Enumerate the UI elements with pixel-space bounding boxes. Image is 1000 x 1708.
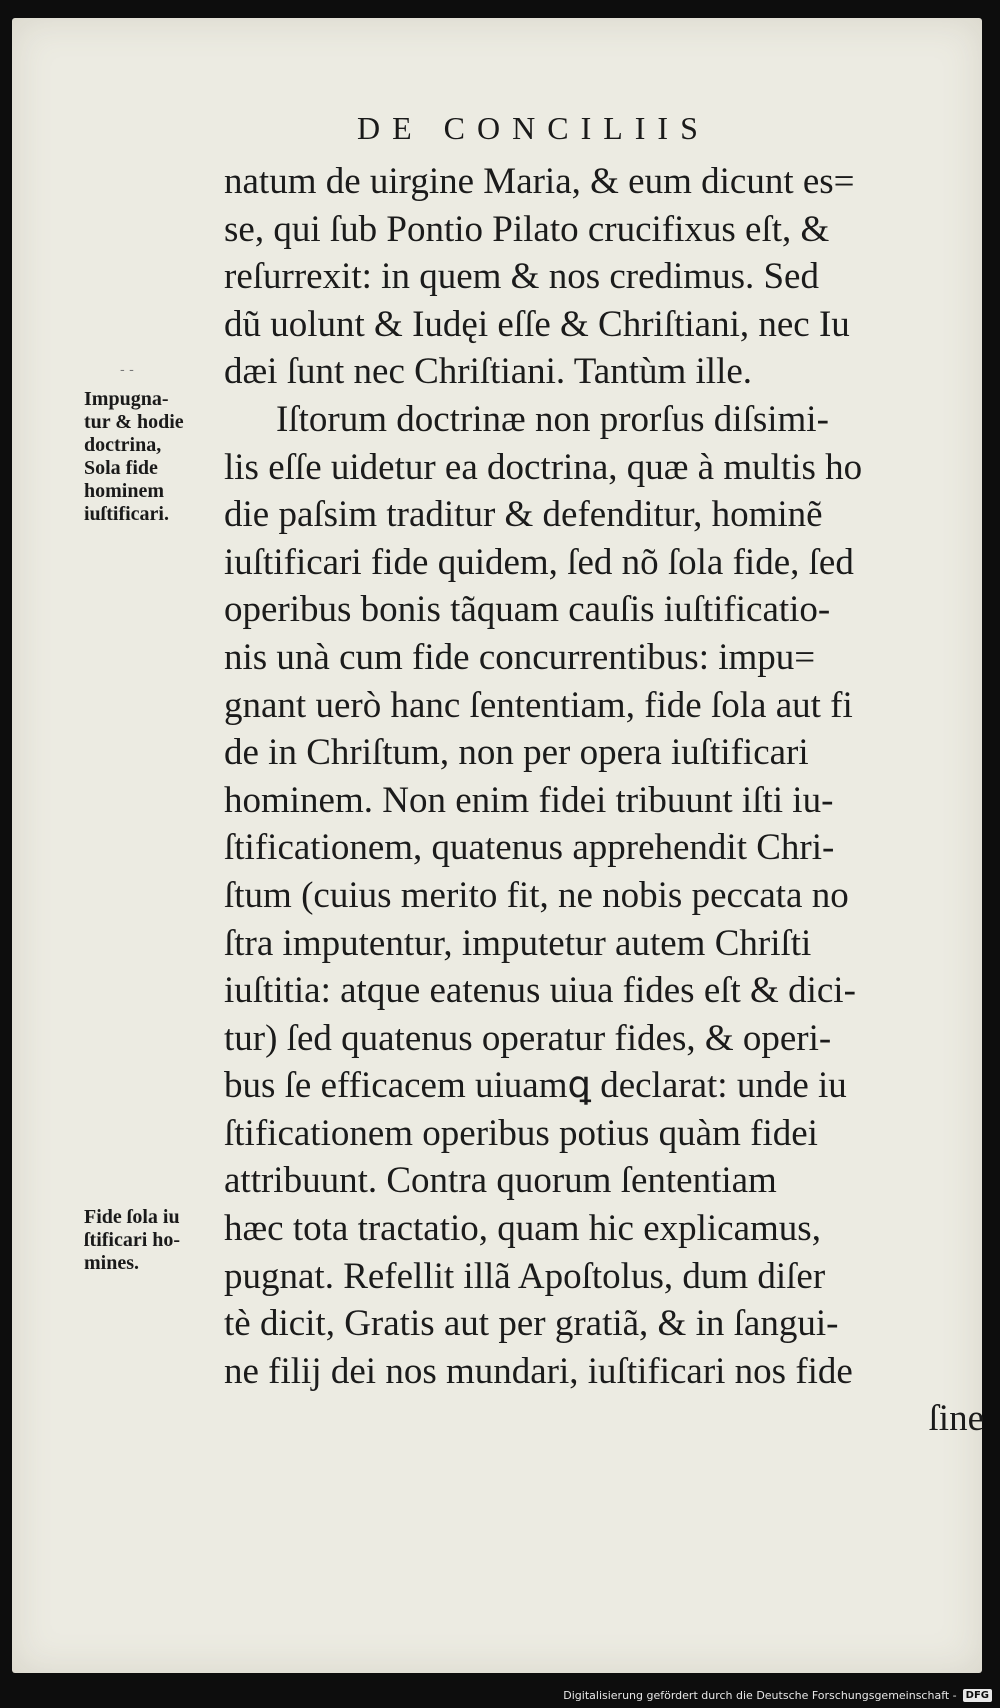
- line-text: reſurrexit: in quem & nos credimus. Sed: [224, 256, 819, 298]
- line-text: bus ſe efficacem uiuamꝗ declarat: unde iu: [224, 1065, 847, 1107]
- margin-note-fide-sola: [84, 1206, 226, 1275]
- text-line: [224, 1300, 984, 1348]
- line-text: tè dicit, Gratis aut per gratiã, & in ſangui-: [224, 1303, 839, 1345]
- running-head: DE CONCILIIS: [357, 110, 710, 146]
- line-text: ne filij dei nos mundari, iuſtificari nos fide: [224, 1350, 853, 1392]
- text-line: [224, 824, 984, 872]
- line-text: ſtificationem operibus potius quàm fidei: [224, 1112, 818, 1154]
- line-text: ſtificationem, quatenus apprehendit Chri-: [224, 827, 835, 869]
- margin-note-line: doctrina,: [84, 434, 162, 456]
- digitization-footer: [563, 1689, 992, 1702]
- text-line: [224, 1253, 984, 1301]
- line-text: natum de uirgine Maria, & eum dicunt es=: [224, 161, 855, 202]
- text-line: [224, 586, 984, 634]
- text-line: [224, 777, 984, 825]
- text-line: [224, 1110, 984, 1158]
- line-text: lis eſſe uidetur ea doctrina, quæ à multis ho: [224, 446, 863, 488]
- text-line: [224, 1348, 984, 1396]
- text-line: [224, 1015, 984, 1063]
- line-text: pugnat. Refellit illã Apoſtolus, dum diſer: [224, 1255, 826, 1297]
- catchword-line: [224, 1395, 984, 1443]
- margin-note-line: mines.: [84, 1252, 139, 1274]
- line-text: die paſsim traditur & defenditur, hominẽ: [224, 494, 823, 536]
- line-text: ſtra imputentur, imputetur autem Chriſti: [224, 922, 812, 964]
- text-line: [224, 729, 984, 777]
- margin-note-impugnatur: [84, 388, 226, 526]
- dfg-logo-icon: DFG: [963, 1689, 992, 1702]
- text-line: [224, 1205, 984, 1253]
- text-line: [224, 348, 984, 396]
- text-line: [224, 158, 984, 206]
- text-line: [224, 1062, 984, 1110]
- margin-note-line: tur & hodie: [84, 411, 184, 433]
- text-line: [224, 920, 984, 968]
- line-text: tur) ſed quatenus operatur fides, & operi-: [224, 1017, 832, 1059]
- line-text: dũ uolunt & Iudęi eſſe & Chriſtiani, nec Iu: [224, 303, 850, 345]
- line-text: de in Chriſtum, non per opera iuſtificari: [224, 732, 809, 774]
- text-line: [224, 444, 984, 492]
- book-page: [12, 18, 982, 1673]
- line-text: dæi ſunt nec Chriſtiani. Tantùm ille.: [224, 351, 753, 393]
- line-text: hominem. Non enim fidei tribuunt iſti iu-: [224, 779, 834, 821]
- text-line: [224, 206, 984, 254]
- margin-note-line: Sola fide: [84, 457, 158, 479]
- line-text: nis unà cum fide concurrentibus: impu=: [224, 636, 816, 678]
- text-line: [224, 682, 984, 730]
- text-line: [224, 301, 984, 349]
- line-text: operibus bonis tãquam cauſis iuſtificatio-: [224, 589, 831, 631]
- margin-note-line: ſtificari ho-: [84, 1229, 181, 1251]
- text-line: [224, 491, 984, 539]
- catchword: ſine: [928, 1398, 984, 1440]
- stray-mark: - -: [120, 362, 134, 378]
- margin-note-line: iuſtificari.: [84, 503, 169, 525]
- text-line: [224, 967, 984, 1015]
- text-line: [224, 634, 984, 682]
- line-text: attribuunt. Contra quorum ſententiam: [224, 1160, 777, 1202]
- line-text: ſtum (cuius merito fit, ne nobis peccata no: [224, 874, 849, 916]
- line-text: Iſtorum doctrinæ non prorſus diſsimi-: [276, 398, 829, 440]
- text-line: [224, 1157, 984, 1205]
- text-line: [224, 253, 984, 301]
- body-text: [224, 158, 984, 1443]
- margin-note-line: hominem: [84, 480, 164, 502]
- line-text: gnant uerò hanc ſententiam, fide ſola aut fi: [224, 684, 853, 726]
- line-text: iuſtificari fide quidem, ſed nõ ſola fide, ſed: [224, 541, 854, 583]
- text-line: [224, 539, 984, 587]
- margin-note-line: Impugna-: [84, 388, 169, 410]
- footer-text: Digitalisierung gefördert durch die Deutsche Forschungsgemeinschaft -: [563, 1689, 957, 1702]
- line-text: iuſtitia: atque eatenus uiua fides eſt & dici-: [224, 970, 856, 1012]
- line-text: hæc tota tractatio, quam hic explicamus,: [224, 1208, 821, 1250]
- margin-note-line: Fide ſola iu: [84, 1206, 180, 1228]
- line-text: se, qui ſub Pontio Pilato crucifixus eſt, &: [224, 208, 830, 250]
- text-line: [224, 396, 984, 444]
- text-line: [224, 872, 984, 920]
